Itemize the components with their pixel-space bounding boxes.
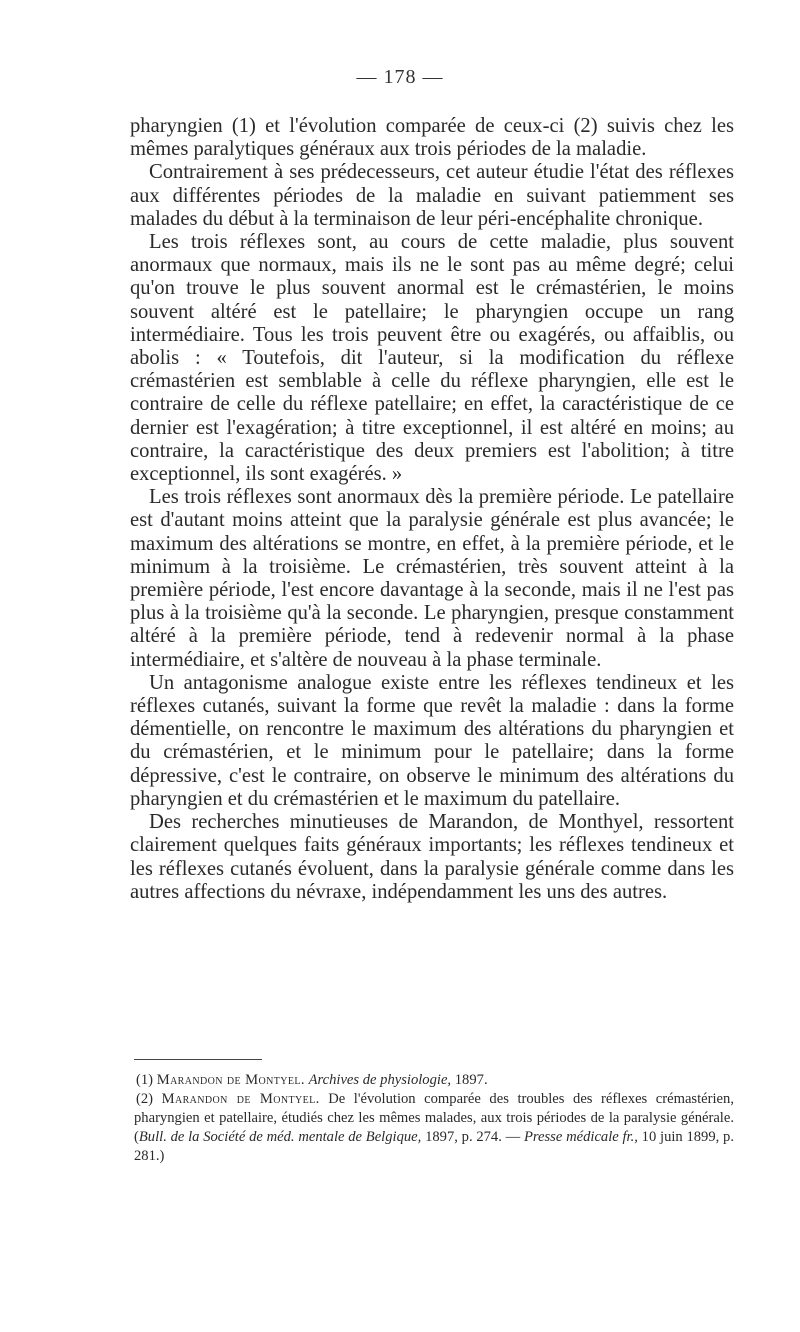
paragraph: Les trois réflexes sont anormaux dès la première période. Le patellaire est d'autant moins atteint que la paralysie générale est plus avancée; le maximum des altérations se montre, en effet, à la première période, et le minimum à la troisième. Le crémastérien, très souvent atteint à la première période, l'est encore davantage à la seconde, mais il ne l'est pas plus à la troisième qu'à la seconde. Le pharyngien, presque constamment altéré à la première période, tend à redevenir normal à la phase intermédiaire, et s'altère de nouveau à la phase terminale. [130, 486, 734, 671]
footnote-1 [134, 1071, 734, 1090]
footnote-marker: (1) [136, 1072, 154, 1088]
paragraph: Les trois réflexes sont, au cours de cette maladie, plus souvent anormaux que normaux, mais ils ne le sont pas au même degré; celui qu'on trouve le plus souvent anormal est le crémastérien, le moins souvent altéré est le patellaire; le pharyngien occupe un rang intermédiaire. Tous les trois peuvent être ou exagérés, ou affaiblis, ou abolis : « Toutefois, dit l'auteur, si la modification du réflexe crémastérien est semblable à celle du réflexe pharyngien, elle est le contraire de celle du réflexe patellaire; en effet, la caractéristique de ce dernier est l'exagération; à titre exceptionnel, il est altéré en moins; au contraire, la caractéristique des deux premiers est l'abolition; à titre exceptionnel, ils sont exagérés. » [130, 231, 734, 486]
footnotes [134, 1071, 734, 1166]
footnote-text: 1897. [454, 1072, 488, 1088]
paragraph: Contrairement à ses prédecesseurs, cet auteur étudie l'état des réflexes aux différentes périodes de la maladie en suivant patiemment ses malades du début à la terminaison de leur péri-encéphalite chronique. [130, 161, 734, 230]
footnote-journal: Bull. de la Société de méd. mentale de Belgique, [138, 1129, 422, 1145]
footnote-text: 1897, p. 274. — [425, 1129, 521, 1145]
footnote-journal: Presse médicale fr., [523, 1129, 638, 1145]
footnote-title: Archives de physiologie, [308, 1072, 452, 1088]
footnote-marker: (2) [136, 1091, 154, 1107]
footnote-author: Marandon de Montyel. [161, 1091, 320, 1107]
footnote-divider [134, 1059, 262, 1060]
body-text [130, 115, 734, 904]
paragraph: Un antagonisme analogue existe entre les réflexes tendineux et les réflexes cutanés, suivant la forme que revêt la maladie : dans la forme démentielle, on rencontre le maximum des altérations du pharyngien et du crémastérien, et le minimum pour le patellaire; dans la forme dépressive, c'est le contraire, on observe le minimum des altérations du pharyngien et du crémastérien et le maximum du patellaire. [130, 671, 734, 810]
paragraph: Des recherches minutieuses de Marandon, de Monthyel, ressortent clairement quelques faits généraux importants; les réflexes tendineux et les réflexes cutanés évoluent, dans la paralysie générale comme dans les autres affections du névraxe, indépendamment les uns des autres. [130, 811, 734, 903]
footnote-2 [134, 1090, 734, 1166]
footnote-author: Marandon de Montyel. [156, 1072, 305, 1088]
paragraph: pharyngien (1) et l'évolution comparée de ceux-ci (2) suivis chez les mêmes paralytiques généraux aux trois périodes de la maladie. [130, 115, 734, 161]
footnote-text: 10 juin 1899, p. 281.) [134, 1129, 734, 1164]
page-number: — 178 — [356, 66, 444, 88]
footnote-text: De l'évolution comparée des troubles des réflexes crémastérien, pharyngien et patellaire, étudiés chez les mêmes malades, aux trois périodes de la paralysie générale. ( [134, 1091, 734, 1145]
